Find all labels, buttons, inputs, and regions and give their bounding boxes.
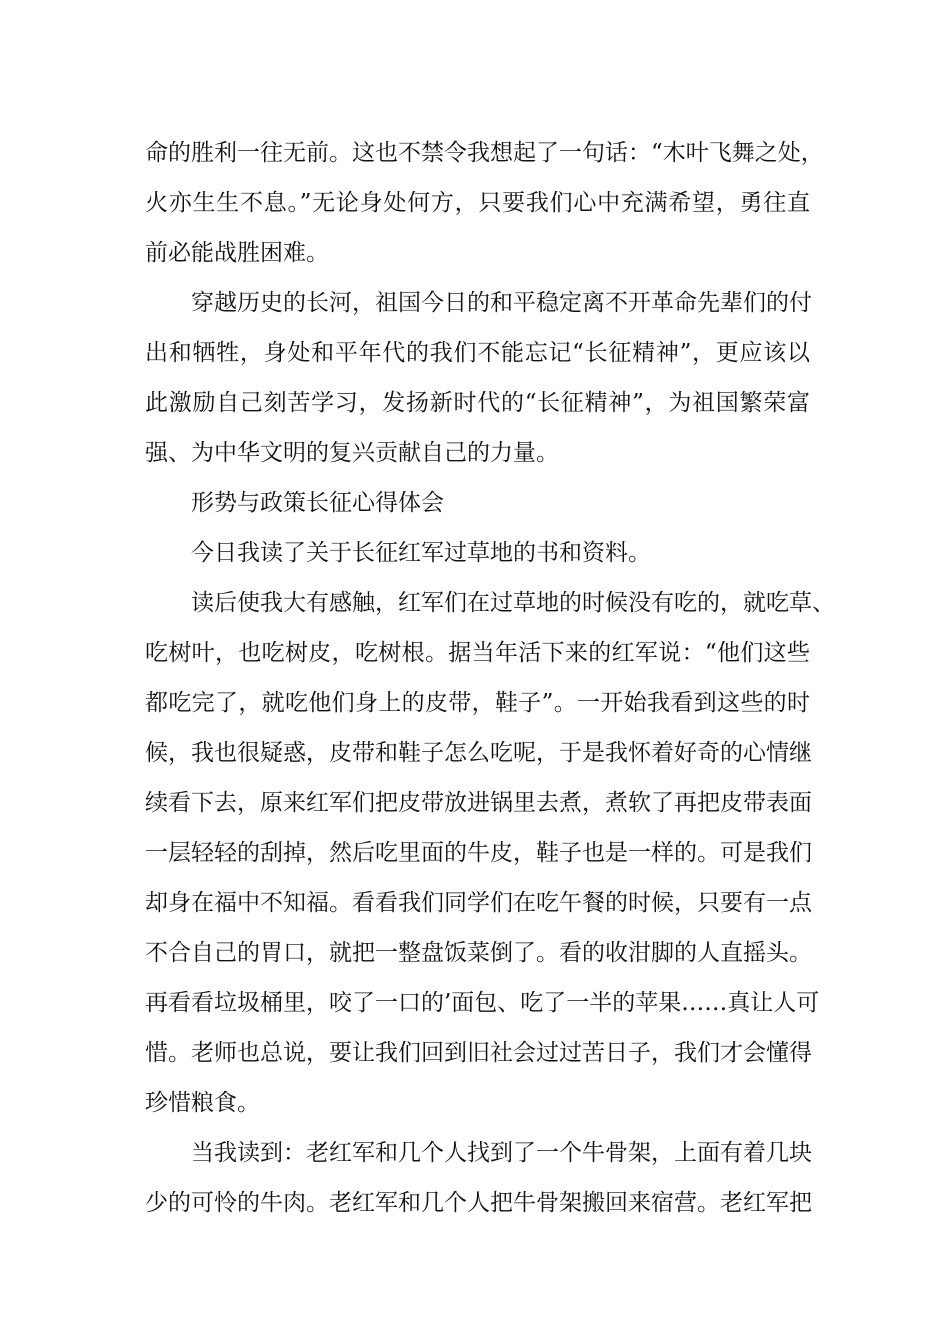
text-line: 吃树叶，也吃树皮，吃树根。据当年活下来的红军说：“他们这些 <box>145 640 810 666</box>
text-line: 不合自己的胃口，就把一整盘饭菜倒了。看的收泔脚的人直摇头。 <box>145 940 812 966</box>
text-line: 读后使我大有感触，红军们在过草地的时候没有吃的，就吃草、 <box>191 590 835 616</box>
text-line: 却身在福中不知福。看看我们同学们在吃午餐的时候，只要有一点 <box>145 890 812 916</box>
text-line: 穿越历史的长河，祖国今日的和平稳定离不开革命先辈们的付 <box>191 290 812 316</box>
text-line: 火亦生生不息。”无论身处何方，只要我们心中充满希望，勇往直 <box>145 190 810 216</box>
text-line: 当我读到：老红军和几个人找到了一个牛骨架，上面有着几块 <box>191 1140 812 1166</box>
text-line: 少的可怜的牛肉。老红军和几个人把牛骨架搬回来宿营。老红军把 <box>145 1190 812 1216</box>
text-line: 一层轻轻的刮掉，然后吃里面的牛皮，鞋子也是一样的。可是我们 <box>145 840 812 866</box>
paragraph-3 <box>145 528 810 578</box>
section-heading <box>145 478 810 528</box>
text-line: 再看看垃圾桶里，咬了一口的’面包、吃了一半的苹果……真让人可 <box>145 990 820 1016</box>
text-line: 今日我读了关于长征红军过草地的书和资料。 <box>191 540 651 566</box>
text-line: 命的胜利一往无前。这也不禁令我想起了一句话：“木叶飞舞之处， <box>145 140 824 166</box>
paragraph-5 <box>145 1128 810 1228</box>
heading-text: 形势与政策长征心得体会 <box>191 490 444 516</box>
paragraph-2 <box>145 278 810 478</box>
text-line: 续看下去，原来红军们把皮带放进锅里去煮，煮软了再把皮带表面 <box>145 790 812 816</box>
text-line: 候，我也很疑惑，皮带和鞋子怎么吃呢，于是我怀着好奇的心情继 <box>145 740 812 766</box>
body-text <box>145 128 835 1228</box>
paragraph-4 <box>145 578 835 1128</box>
text-line: 惜。老师也总说，要让我们回到旧社会过过苦日子，我们才会懂得 <box>145 1040 812 1066</box>
text-line: 此激励自己刻苦学习，发扬新时代的“长征精神”，为祖国繁荣富 <box>145 390 810 416</box>
text-line: 强、为中华文明的复兴贡献自己的力量。 <box>145 440 559 466</box>
paragraph-1 <box>145 128 824 278</box>
text-line: 都吃完了，就吃他们身上的皮带，鞋子”。一开始我看到这些的时 <box>145 690 810 716</box>
text-line: 前必能战胜困难。 <box>145 240 329 266</box>
text-line: 珍惜粮食。 <box>145 1090 260 1116</box>
text-line: 出和牺牲，身处和平年代的我们不能忘记“长征精神”，更应该以 <box>145 340 810 366</box>
